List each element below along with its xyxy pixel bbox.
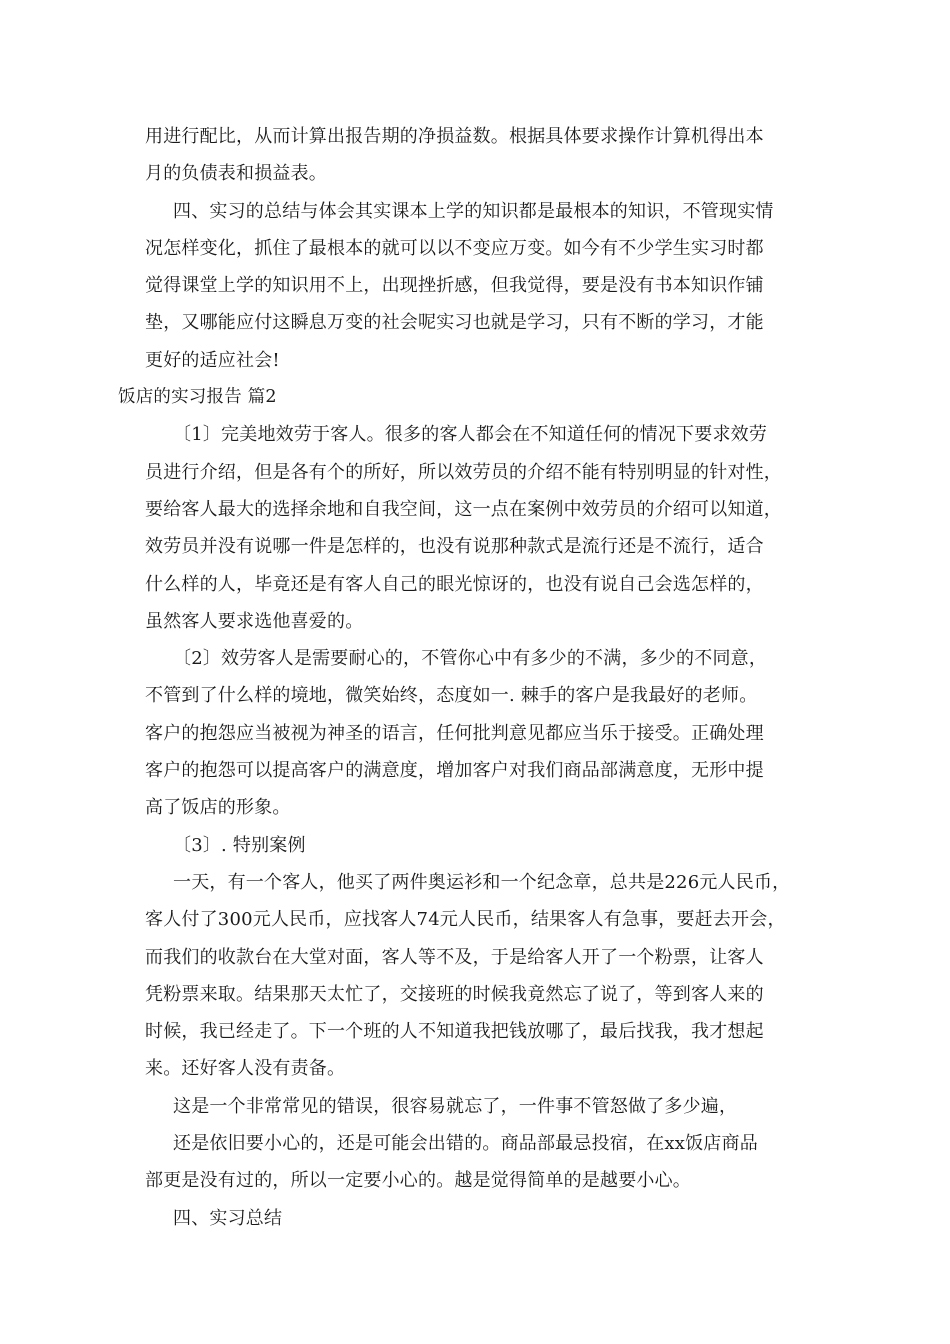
text-line: 部更是没有过的，所以一定要小心的。越是觉得简单的是越要小心。 [145, 1170, 691, 1192]
text-line: 虽然客人要求选他喜爱的。 [145, 610, 364, 632]
text-line: 客户的抱怨可以提高客户的满意度，增加客户对我们商品部满意度，无形中提 [145, 760, 764, 782]
text-line: 这是一个非常常见的错误，很容易就忘了，一件事不管怒做了多少遍， [173, 1095, 738, 1117]
section-heading: 饭店的实习报告 篇2 [118, 387, 277, 408]
text-line: 凭粉票来取。结果那天太忙了，交接班的时候我竟然忘了说了，等到客人来的 [145, 983, 764, 1005]
text-line: 〔1〕完美地效劳于客人。很多的客人都会在不知道任何的情况下要求效劳 [173, 424, 768, 446]
text-line: 觉得课堂上学的知识用不上，出现挫折感，但我觉得，要是没有书本知识作铺 [145, 275, 764, 297]
text-line: 月的负债表和损益表。 [145, 163, 327, 185]
text-line: 客人付了300元人民币，应找客人74元人民币，结果客人有急事，要赶去开会， [145, 909, 786, 931]
document-page [118, 118, 825, 1237]
text-line: 用进行配比，从而计算出报告期的净损益数。根据具体要求操作计算机得出本 [145, 126, 764, 147]
text-line: 员进行介绍，但是各有个的所好，所以效劳员的介绍不能有特别明显的针对性， [145, 461, 782, 483]
text-line: 况怎样变化，抓住了最根本的就可以以不变应万变。如今有不少学生实习时都 [145, 237, 764, 259]
text-line: 效劳员并没有说哪一件是怎样的，也没有说那种款式是流行还是不流行，适合 [145, 536, 764, 558]
text-line: 要给客人最大的选择余地和自我空间，这一点在案例中效劳员的介绍可以知道， [145, 498, 782, 520]
subheading: 四、实习总结 [173, 1207, 283, 1229]
text-line: 一天，有一个客人，他买了两件奥运衫和一个纪念章，总共是226元人民币， [173, 871, 791, 893]
text-line: 时候，我已经走了。下一个班的人不知道我把钱放哪了，最后找我，我才想起 [145, 1021, 764, 1043]
text-line: 什么样的人，毕竟还是有客人自己的眼光惊讶的，也没有说自己会选怎样的， [145, 573, 764, 595]
text-line: 客户的抱怨应当被视为神圣的语言，任何批判意见都应当乐于接受。正确处理 [145, 722, 764, 744]
text-line: 高了饭店的形象。 [145, 797, 291, 819]
text-line: 〔2〕效劳客人是需要耐心的，不管你心中有多少的不满，多少的不同意， [173, 648, 768, 670]
text-line: 更好的适应社会! [145, 349, 280, 371]
text-line: 而我们的收款台在大堂对面，客人等不及，于是给客人开了一个粉票，让客人 [145, 946, 764, 968]
text-line: 垫，又哪能应付这瞬息万变的社会呢实习也就是学习，只有不断的学习，才能 [145, 312, 764, 334]
text-line: 还是依旧要小心的，还是可能会出错的。商品部最忌投宿，在xx饭店商品 [173, 1133, 758, 1155]
text-line: 不管到了什么样的境地，微笑始终，态度如一. 棘手的客户是我最好的老师。 [145, 685, 758, 707]
subheading: 〔3〕. 特别案例 [173, 834, 306, 856]
text-line: 来。还好客人没有责备。 [145, 1058, 346, 1080]
text-line: 四、实习的总结与体会其实课本上学的知识都是最根本的知识，不管现实情 [173, 200, 774, 222]
